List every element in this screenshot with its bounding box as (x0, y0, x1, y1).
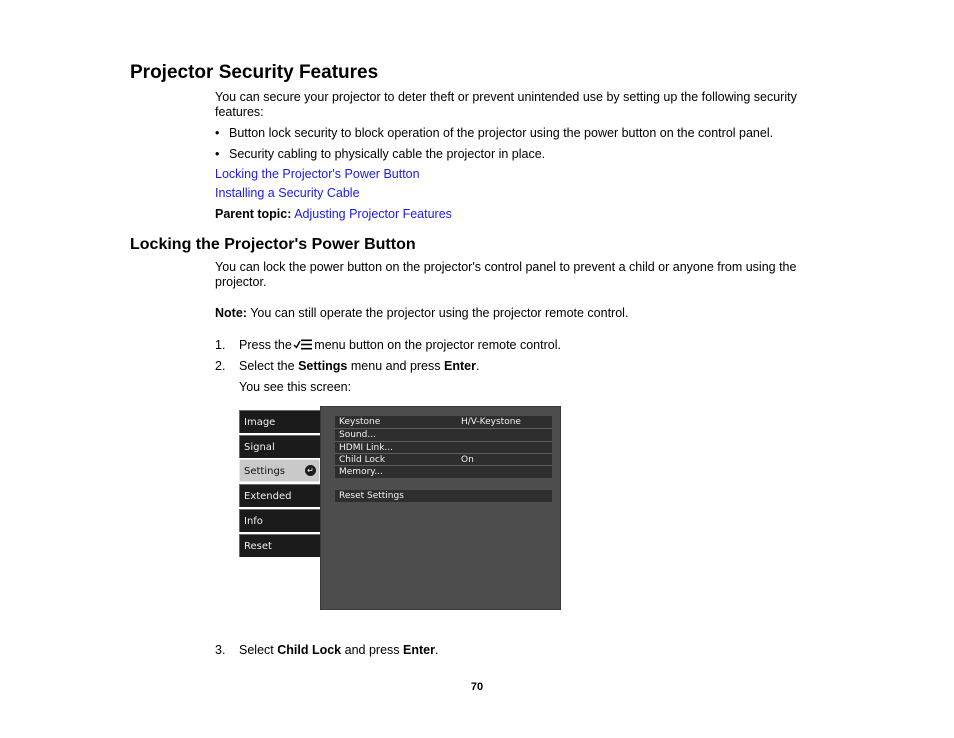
parent-topic-label: Parent topic: (215, 207, 292, 221)
step-text: Select (239, 643, 274, 657)
step-number: 2. (215, 359, 226, 373)
note-text: You can still operate the projector using the projector remote control. (250, 306, 629, 320)
page-number: 70 (470, 681, 484, 693)
step-number: 3. (215, 643, 226, 657)
menu-item-memory (335, 466, 552, 478)
menu-tab-reset: Reset (239, 534, 320, 557)
menu-tab-image: Image (239, 410, 320, 433)
section-title: Locking the Projector's Power Button (130, 236, 416, 253)
menu-item-value: On (461, 455, 474, 465)
step-text: and press (344, 643, 400, 657)
step-text: Press the (239, 338, 292, 352)
menu-tab-info: Info (239, 509, 320, 532)
menu-item-label: Child Lock (339, 455, 386, 465)
intro-paragraph: You can secure your projector to deter theft or prevent unintended use by setting up the following security features: (215, 90, 797, 119)
bullet-text: Security cabling to physically cable the projector in place. (229, 147, 546, 161)
menu-item-keystone (335, 416, 552, 428)
link-installing-security-cable[interactable]: Installing a Security Cable (215, 186, 360, 200)
menu-panel (320, 406, 561, 610)
parent-topic-link[interactable]: Adjusting Projector Features (294, 207, 452, 221)
menu-item-reset-settings: Reset Settings (335, 490, 552, 502)
step-text: . (475, 359, 480, 373)
settings-menu-screenshot (238, 406, 562, 611)
page-title: Projector Security Features (130, 62, 379, 83)
bullet-item (215, 147, 545, 162)
step-keyword: Enter (444, 359, 476, 373)
menu-tab-settings (239, 459, 320, 482)
menu-item-label: Memory... (339, 467, 383, 477)
subsection-intro: You can lock the power button on the projector's control panel to prevent a child or anyone from using the projector. (215, 260, 797, 289)
link-locking-power-button[interactable]: Locking the Projector's Power Button (215, 167, 420, 181)
bullet-text: Button lock security to block operation of the projector using the power button on the control panel. (229, 126, 774, 140)
menu-tab-label: Settings (244, 466, 286, 477)
step-2-subtext: You see this screen: (239, 380, 352, 394)
menu-tab-signal: Signal (239, 435, 320, 458)
step-keyword: Child Lock (277, 643, 342, 657)
menu-item-label: Sound... (339, 430, 376, 440)
bullet-glyph: • (215, 126, 220, 140)
menu-item-label: Keystone (339, 417, 381, 427)
step-2 (215, 359, 479, 374)
step-1 (215, 338, 561, 355)
menu-item-value: H/V-Keystone (461, 417, 521, 427)
step-3 (215, 643, 438, 658)
menu-item-sound (335, 429, 552, 441)
step-number: 1. (215, 338, 226, 352)
step-keyword: Enter (403, 643, 435, 657)
note-label: Note: (215, 306, 247, 320)
menu-tab-extended: Extended (239, 484, 320, 507)
step-keyword: Settings (298, 359, 348, 373)
step-text: menu and press (350, 359, 441, 373)
menu-icon (293, 338, 313, 355)
bullet-glyph: • (215, 147, 220, 161)
step-text: Select the (239, 359, 295, 373)
step-text: menu button on the projector remote control. (314, 338, 561, 352)
parent-topic (215, 207, 452, 222)
note (215, 306, 628, 321)
bullet-item (215, 126, 773, 141)
step-text: . (434, 643, 439, 657)
enter-icon: ↵ (305, 465, 316, 476)
menu-item-label: HDMI Link... (339, 443, 393, 453)
